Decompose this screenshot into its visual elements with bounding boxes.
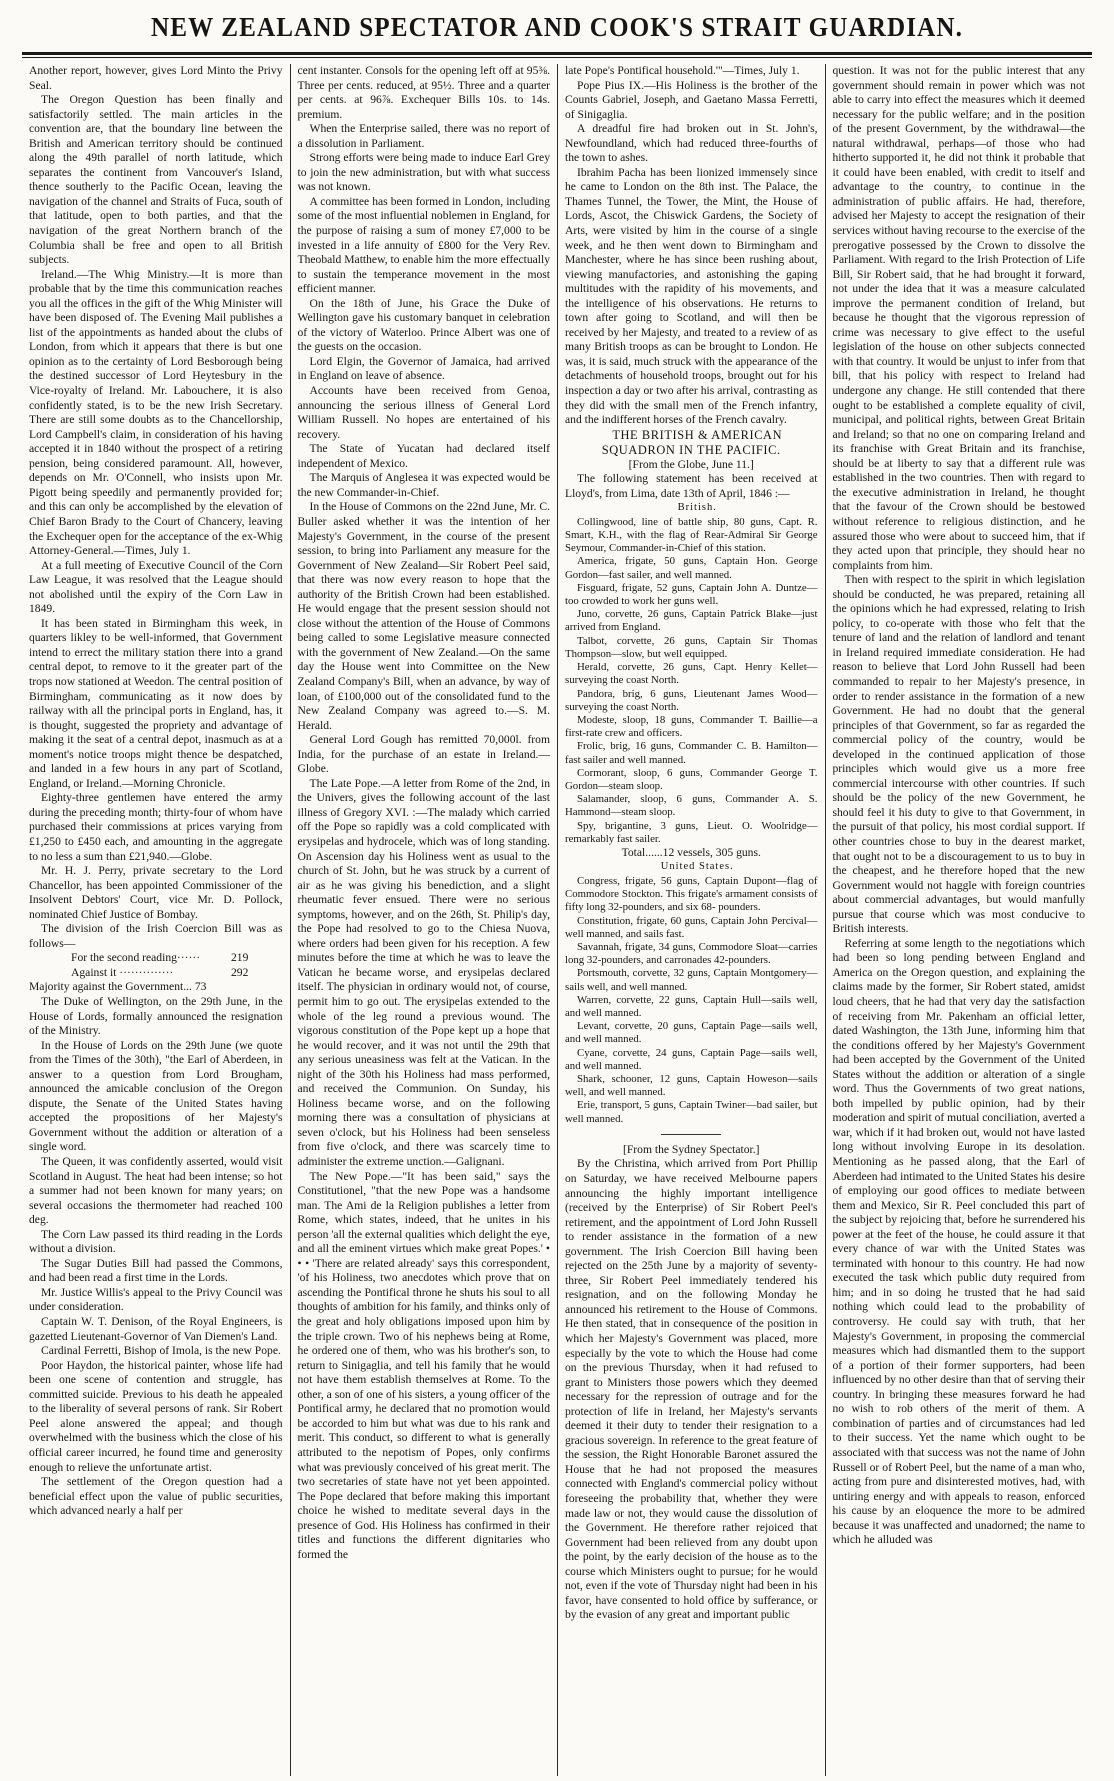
article-paragraph: At a full meeting of Executive Council of the Corn Law League, it was resolved that the League should not abolished until the expiry of the Corn Law in 1849. xyxy=(29,558,283,616)
ship-entry: Modeste, sloop, 18 guns, Commander T. Baillie—a first-rate crew and officers. xyxy=(565,713,818,740)
article-paragraph: The Duke of Wellington, on the 29th June, in the House of Lords, formally announced the resignation of the Ministry. xyxy=(29,995,283,1038)
ship-entry: Shark, schooner, 12 guns, Captain Howeson—sails well, and well manned. xyxy=(565,1073,818,1099)
article-paragraph: General Lord Gough has remitted 70,000l. from India, for the purchase of an estate in Ireland.—Globe. xyxy=(297,733,550,776)
ship-entry: Frolic, brig, 16 guns, Commander C. B. Hamilton—fast sailer and well manned. xyxy=(565,740,818,766)
masthead xyxy=(20,10,1094,44)
ship-entry: Collingwood, line of battle ship, 80 guns, Capt. R. Smart, K.H., with the flag of Rear-Admiral Sir George Seymour, Commander-in-Chief of this station. xyxy=(565,515,818,555)
article-paragraph: In the House of Commons on the 22nd June, Mr. C. Buller asked whether it was the intention of her Majesty's Government, in the course of the present session, to bring into Parliament any measure for the Government of New Zealand—Sir Robert Peel said, that there was now every reason to hope that the authority of the British Crown had been established. He would engage that the present session should not close without the attention of the House of Commons being called to some Legislative measure connected with the government of New Zealand.—On the same day the House went into Committee on the New Zealand Company's Bill, when an advance, by way of loan, of £100,000 out of the consolidated fund to the New Zealand Company was agreed to.—S. M. Herald. xyxy=(297,500,550,732)
fleet-heading: British. xyxy=(677,502,717,514)
article-paragraph: Eighty-three gentlemen have entered the army during the preceding month; thirty-four of whom have purchased their commissions at prices varying from £1,250 to £450 each, and amounting in the aggregate to no less a sum than £21,940.—Globe. xyxy=(29,791,283,863)
ship-entry: Juno, corvette, 26 guns, Captain Patrick Blake—just arrived from England. xyxy=(565,608,818,634)
column-3 xyxy=(557,64,825,1776)
article-paragraph: The Oregon Question has been finally and satisfactorily settled. The main articles in the convention are, that the boundary line between the British and American territory should be continued along the 49th parallel of north latitude, which separates the continent from Vancouver's Island, thence southerly to the Pacific Ocean, leaving the navigation of the channel and Straits of Fuca, south of that latitude, open to both parties, and that the navigation of the great Northern branch of the Columbia shall be free and open to all British subjects. xyxy=(29,93,283,267)
article-paragraph: When the Enterprise sailed, there was no report of a dissolution in Parliament. xyxy=(297,122,550,150)
article-paragraph: The Sugar Duties Bill had passed the Commons, and had been read a first time in the Lords. xyxy=(29,1256,283,1285)
article-paragraph: Lord Elgin, the Governor of Jamaica, had arrived in England on leave of absence. xyxy=(297,354,550,383)
ship-entry: Salamander, sloop, 6 guns, Commander A. S. Hammond—steam sloop. xyxy=(565,793,818,819)
article-paragraph: The New Pope.—"It has been said," says the Constitutionel, "that the new Pope was a handsome man. The Ami de la Religion publishes a letter from Rome, which states, indeed, that he unites in his person 'all the external qualities which delight the eye, and all the eminent virtues which make great Popes.' • • • 'There are related already' says this correspondent, 'of his Holiness, two anecdotes which prove that on ascending the Pontifical throne he shuts his soul to all thoughts of ambition for his family, and thinks only of the great and holy obligations imposed upon him by the triple crown. Two of his nephews being at Rome, he ordered one of them, who was his brother's son, to return to Sinigaglia, and tell his family that he would not have them establish themselves at Rome. To the other, a son of one of his sisters, a young officer of the Pontifical army, he declared that no promotion would be accorded to him but what was due to his rank and merit. This conduct, so different to what is generally attributed to the nepotism of Popes, only confirms what was previously conceived of his great merit. The two secretaries of state have not yet been appointed. The Pope declared that before making this important choice he wished to meditate several days in the presence of God. His Holiness has confirmed in their titles and functions the different dignitaries who formed the xyxy=(297,1169,550,1561)
column-2 xyxy=(290,64,558,1776)
ship-entry: Congress, frigate, 56 guns, Captain Dupont—flag of Commodore Stockton. This frigate's armament consists of fifty long 32-pounders, and six 68- pounders. xyxy=(565,875,818,914)
ship-entry: Warren, corvette, 22 guns, Captain Hull—sails well, and well manned. xyxy=(565,993,818,1020)
article-paragraph: Then with respect to the spirit in which legislation should be conducted, he was prepared, retaining all the opinions which he had expressed, relating to Irish policy, to co-operate with those who felt that the tenure of land and the relation of landlord and tenant in Ireland required immediate consideration. He had reason to believe that Lord John Russell had been commanded to repair to her Majesty's presence, in order to render assistance in the formation of a new Government. He had no doubt that the general principles of that Government, so far as regarded the commercial policy of the country, would be developed in the continued application of those principles which would give us a more free commercial intercourse with other countries. If such should be the policy of the new Government, he should feel it his duty to give to that Government, in the pursuit of that policy, his most cordial support. If other countries chose to buy in the dearest market, that ought not to be a discouragement to us to buy in the cheapest, and he therefore hoped that the new Government would not haggle with foreign countries about commercial advantages, but would manfully pursue that course which was most conducive to British interests. xyxy=(832,573,1085,936)
ship-entry: Erie, transport, 5 guns, Captain Twiner—bad sailer, but well manned. xyxy=(565,1099,818,1125)
article-paragraph: In the House of Lords on the 29th June (we quote from the Times of the 30th), "the Earl of Aberdeen, in answer to a question from Lord Brougham, announced the amicable conclusion of the Oregon dispute, the Senate of the United States having accepted the propositions of her Majesty's Government without the addition or alteration of a single word. xyxy=(29,1038,283,1154)
newspaper-title: NEW ZEALAND SPECTATOR AND COOK'S STRAIT GUARDIAN. xyxy=(150,12,964,42)
article-paragraph: The following statement has been received at Lloyd's, from Lima, date 13th of April, 1846 :— xyxy=(565,472,818,500)
ship-entry: Portsmouth, corvette, 32 guns, Captain Montgomery—sails well, and well manned. xyxy=(565,967,818,993)
article-separator xyxy=(661,1134,721,1135)
masthead-rule-light xyxy=(22,57,1092,58)
article-paragraph: [From the Globe, June 11.] xyxy=(628,457,754,471)
ship-entry: Levant, corvette, 20 guns, Captain Page—sails well, and well manned. xyxy=(565,1020,818,1046)
ship-entry: Constitution, frigate, 60 guns, Captain John Percival—well manned, and sails fast. xyxy=(565,914,818,940)
article-paragraph: The Corn Law passed its third reading in the Lords without a division. xyxy=(29,1227,283,1256)
vote-label: Against it ·············· xyxy=(71,965,174,979)
article-paragraph: Ibrahim Pacha has been lionized immensely since he came to London on the 8th inst. The Palace, the Thames Tunnel, the Tower, the Mint, the House of Lords, Ascot, the Chiswick Gardens, the Society of Arts, were visited by him in the course of a single week, and he then went down to Birmingham and Manchester, where he has since been rushing about, viewing manufactories, and astonishing the gaping multitudes with the rapidity of his movements, and the intelligence of his observations. He returns to town after going to Scotland, and will then be received by her Majesty, and treated to a review of as many British troops as can be brought to London. He was, it is said, much struck with the appearance of the detachments of household troops, brought out for his inspection a day or two after his arrival, contrasting as they did with the small men of the French infantry, and the indifferent horses of the French cavalry. xyxy=(565,165,818,427)
article-paragraph: Ireland.—The Whig Ministry.—It is more than probable that by the time this communication reaches you all the offices in the gift of the Whig Minister will have been disposed of. The Evening Mail publishes a list of the appointments as handed about the clubs of London, from which it appears that there is but one opinion as to the certainty of Lord Besborough being the destined successor of Lord Heytesbury in the Vice-royalty of Ireland. Mr. Labouchere, it is also confidently stated, is to be the new Irish Secretary. There are still some doubts as to the Chancellorship, Lord Campbell's claim, in consideration of his having accepted it in 1840 without the prospect of a retiring pension, being considered paramount. All, however, depends on Mr. O'Connell, who insists upon Mr. Pigott being speedily and permanently provided for; and this can only be accomplished by the elevation of Chief Baron Brady to the Court of Chancery, leaving the Exchequer open for the acceptance of the ex-Whig Attorney-General.—Times, July 1. xyxy=(29,267,283,558)
article-paragraph: A committee has been formed in London, including some of the most influential noblemen in England, for the purpose of raising a sum of money £7,000 to be invested in a life annuity of £800 for the Very Rev. Theobald Matthew, to enable him the more effectually to sustain the temperance movement in the most efficient manner. xyxy=(297,194,550,296)
ship-entry: Spy, brigantine, 3 guns, Lieut. O. Woolridge—remarkably fast sailer. xyxy=(565,819,818,845)
vote-count: 219 xyxy=(231,951,249,965)
article-paragraph: On the 18th of June, his Grace the Duke of Wellington gave his customary banquet in celebration of the victory of Waterloo. Prince Albert was one of the guests on the occasion. xyxy=(297,296,550,354)
article-paragraph: The Queen, it was confidently asserted, would visit Scotland in August. The heat had been intense; so hot a summer had not been known for many years; on several occasions the thermometer had reached 100 deg. xyxy=(29,1155,283,1227)
article-paragraph: Pope Pius IX.—His Holiness is the brother of the Counts Gabriel, Joseph, and Gaetano Massa Ferretti, of Sinigaglia. xyxy=(565,78,818,121)
vote-tally-row xyxy=(29,951,283,966)
article-paragraph: Mr. H. J. Perry, private secretary to the Lord Chancellor, has been appointed Commissioner of the Insolvent Debtors' Court, vice Mr. D. Pollock, nominated Chief Justice of Bombay. xyxy=(29,864,283,921)
article-paragraph: The division of the Irish Coercion Bill was as follows— xyxy=(29,922,283,950)
ship-entry: Cyane, corvette, 24 guns, Captain Page—sails well, and well manned. xyxy=(565,1046,818,1072)
article-paragraph: It has been stated in Birmingham this week, in quarters likley to be well-informed, that Government intend to errect the military station there into a grand central depot, to remove to it the greater part of the trops now stationed at Weedon. The central position of Birmingham, communicating as it now does by railway with all the principal ports in England, has, it is thought, suggested the propriety and advantage of making it the seat of a central depot, inasmuch as at a moment's notice troops might thence be despatched, and landed in a few hours in any part of Scotland, England, or Ireland.—Morning Chronicle. xyxy=(29,616,283,790)
article-paragraph: Another report, however, gives Lord Minto the Privy Seal. xyxy=(29,64,283,92)
article-paragraph: Accounts have been received from Genoa, announcing the serious illness of General Lord William Russell. No hopes are entertained of his recovery. xyxy=(297,384,550,441)
ship-entry: Pandora, brig, 6 guns, Lieutenant James Wood—surveying the coast North. xyxy=(565,687,818,713)
article-paragraph: Cardinal Ferretti, Bishop of Imola, is the new Pope. xyxy=(41,1344,281,1358)
vote-tally-row xyxy=(29,966,283,981)
ship-entry: Talbot, corvette, 26 guns, Captain Sir Thomas Thompson—slow, but well equipped. xyxy=(565,634,818,660)
article-paragraph: The State of Yucatan had declared itself independent of Mexico. xyxy=(297,442,550,470)
ship-entry: Fisguard, frigate, 52 guns, Captain John A. Duntze—too crowded to work her guns well. xyxy=(565,581,818,608)
article-paragraph: [From the Sydney Spectator.] xyxy=(622,1142,760,1156)
article-paragraph: late Pope's Pontifical household.'"—Times, July 1. xyxy=(565,64,800,77)
ship-entry: Herald, corvette, 26 guns, Capt. Henry Kellet—surveying the coast North. xyxy=(565,661,818,687)
article-paragraph: The Marquis of Anglesea it was expected would be the new Commander-in-Chief. xyxy=(297,471,550,499)
article-paragraph: Mr. Justice Willis's appeal to the Privy Council was under consideration. xyxy=(29,1285,283,1314)
article-paragraph: A dreadful fire had broken out in St. John's, Newfoundland, which had reduced three-fourths of the town to ashes. xyxy=(565,122,818,165)
vote-count: 292 xyxy=(231,965,249,979)
article-paragraph: question. It was not for the public interest that any government should remain in power which was not able to carry into effect the measures which it deemed necessary for the public welfare; and in the position of the present Government, by the withdrawal—the natural withdrawal, perhaps—of those who had hitherto supported it, he did not think it probable that it could have been enabled, with credit to itself and advantage to the country, to continue in the administration of public affairs. He had, therefore, advised her Majesty to accept the resignation of their services without having recourse to the exercise of the prerogative possessed by the Crown to dissolve the Parliament. With regard to the Irish Protection of Life Bill, Sir Robert said, that he had brought it forward, not under the idea that it was a measure calculated improve the permanent condition of Ireland, but because he thought that the vigorous repression of crime was necessary to give effect to the useful legislation of the house on other subjects connected with that country. It would be unjust to infer from that bill, that his policy with respect to Ireland had undergone any change. He still contended that there ought to be established a complete equality of civil, municipal, and political rights, between Great Britain and Ireland; so that no one on comparing Ireland and its franchise with Great Britain and its franchise, should be at liberty to say that a different rule was established in the two countries. Then with regard to the executive administration in Ireland, he thought that the favour of the Crown should be bestowed without reference to religious distinction, and he assured those who were about to succeed him, that if they acted upon that principle, they should hear no complaints from him. xyxy=(832,64,1085,572)
article-paragraph: The Late Pope.—A letter from Rome of the 2nd, in the Univers, gives the following account of the last illness of Gregory XVI. :—The malady which carried off the Pope so rapidly was a cold complicated with erysipelas and hydrocele, which was of long standing. On Ascension day his Holiness went as usual to the church of St. John, but he was struck by a current of air as he was giving his benediction, and a slight rheumatic fever ensued. There were no serious symptoms, however, and on the 26th, St. Philip's day, the Pope had resolved to go to the Chiesa Nuova, where orders had been given for his reception. A few minutes before the time at which he was to leave the Vatican he became worse, and erysipelas declared itself. The physician in ordinary would not, of course, permit him to go out. The erysipelas extended to the whole of the leg round a previous wound. The vigorous constitution of the Pope kept up a hope that he would recover, and it was not until the 29th that any serious uneasiness was felt at the Vatican. In the night of the 30th his Holiness had mass performed, and received the Communion. On Sunday, his Holiness became worse, and on the following morning there was a consultation of physicians at seven o'clock, but his Holiness had been senseless from five o'clock, and there was scarcely time to administer the extreme unction.—Galignani. xyxy=(297,776,550,1169)
article-paragraph: By the Christina, which arrived from Port Phillip on Saturday, we have received Melbourne papers announcing the highly important intelligence (received by the Enterprise) of Sir Robert Peel's retirement, and the appointment of Lord John Russell to render assistance in the formation of a new government. The Irish Coercion Bill having been rejected on the 25th June by a majority of seventy-three, Sir Robert Peel immediately tendered his resignation, and on the following Monday he announced his retirement to the House of Commons. He then stated, that in consequence of the position in which her Majesty's Government was placed, more especially by the vote to which the House had come on the previous Thursday, when it had refused to grant to Ministers those powers which they deemed necessary for the repression of outrage and for the protection of life in Ireland, her Majesty's servants deemed it their duty to tender their resignation to a gracious sovereign. In reference to the great feature of the session, the Right Honorable Baronet assured the House that he had not proposed the measures connected with England's commercial policy without foreseeing the probability that, whether they were made law or not, they would cause the dissolution of the Government. He therefore rather rejoiced that Government had been relieved from any doubt upon the point, by the early decision of the house as to the course which Ministers ought to pursue; for he would not, even if the vote of Thursday night had been in his favor, have consented to hold office by sufferance, or by the evasion of any great and important public xyxy=(565,1157,818,1622)
article-paragraph: Majority against the Government... 73 xyxy=(29,980,207,994)
section-heading: THE BRITISH & AMERICAN SQUADRON IN THE PACIFIC. xyxy=(601,427,783,457)
ship-entry: America, frigate, 50 guns, Captain Hon. George Gordon—fast sailer, and well manned. xyxy=(565,555,818,581)
fleet-heading: United States. xyxy=(660,861,734,873)
column-1 xyxy=(22,64,290,1776)
article-paragraph: Total......12 vessels, 305 guns. xyxy=(621,845,761,859)
masthead-rule-heavy xyxy=(22,52,1092,55)
article-paragraph: Referring at some length to the negotiations which had been so long pending between England and America on the Oregon question, and explaining the claims made by the former, Sir Robert stated, amidst loud cheers, that he had that very day the satisfaction of receiving from Mr. Pakenham an official letter, dated Washington, the 13th June, informing him that the conditions offered by her Majesty's Government had been accepted by the Government of the United States without the addition or alteration of a single word. Thus the Governments of two great nations, both impelled by public opinion, had by their moderation and spirit of mutual conciliation, averted a war, which if it had broken out, would not have lasted long without involving Europe in its desolation. Mentioning as he passed along, that the Earl of Aberdeen had intimated to the United States his desire of employing our good offices to mediate between them and Mexico, Sir R. Peel concluded this part of the subject by rejoicing that, before he surrendered his power at the feet of the house, he could assure it that every chance of war with the United States was terminated with honour to this country. He had now executed the task which public duty required from him; and in so doing he trusted that he had said nothing which could lead to the probability of controversy. He could say with truth, that her Majesty's Government, in proposing the commercial measures which had dismantled them to the support of a portion of their former supporters, had been influenced by no other desire than that of serving their country. In bringing these measures forward he had no wish to rob others of the merit of them. A combination of parties and of circumstances had led to their success. Yet the name which ought to be associated with that success was not the name of John Russell or of Robert Peel, but the name of a man who, acting from pure and disinterested motives, had, with untiring energy and with appeals to reason, enforced his cause by an eloquence the more to be admired because it was unaffected and unadorned; the name to which he alluded was xyxy=(832,936,1085,1547)
article-paragraph: Poor Haydon, the historical painter, whose life had been one scene of contention and struggle, has committed suicide. Previous to his death he appealed to the liberality of several persons of rank. Sir Robert Peel alone answered the appeal; and though overwhelmed with the business which the close of his official career incurred, he found time and generosity enough to relieve the unfortunate artist. xyxy=(29,1358,283,1474)
ship-entry: Cormorant, sloop, 6 guns, Commander George T. Gordon—steam sloop. xyxy=(565,766,818,792)
vote-label: For the second reading······ xyxy=(71,951,201,965)
article-columns xyxy=(22,64,1092,1776)
article-paragraph: Captain W. T. Denison, of the Royal Engineers, is gazetted Lieutenant-Governor of Van Diemen's Land. xyxy=(29,1315,283,1343)
article-paragraph: cent instanter. Consols for the opening left off at 95⅜. Three per cents. reduced, at 95½. Three and a quarter per cents. at 96⅞. Exchequer Bills 10s. to 14s. premium. xyxy=(297,64,550,121)
article-paragraph: Strong efforts were being made to induce Earl Grey to join the new administration, but with what success was not known. xyxy=(297,151,550,194)
article-paragraph: The settlement of the Oregon question had a beneficial effect upon the value of public securities, which advanced nearly a half per xyxy=(29,1475,283,1518)
column-4 xyxy=(825,64,1093,1776)
ship-entry: Savannah, frigate, 34 guns, Commodore Sloat—carries long 32-pounders, and carronades 42-pounders. xyxy=(565,941,818,967)
